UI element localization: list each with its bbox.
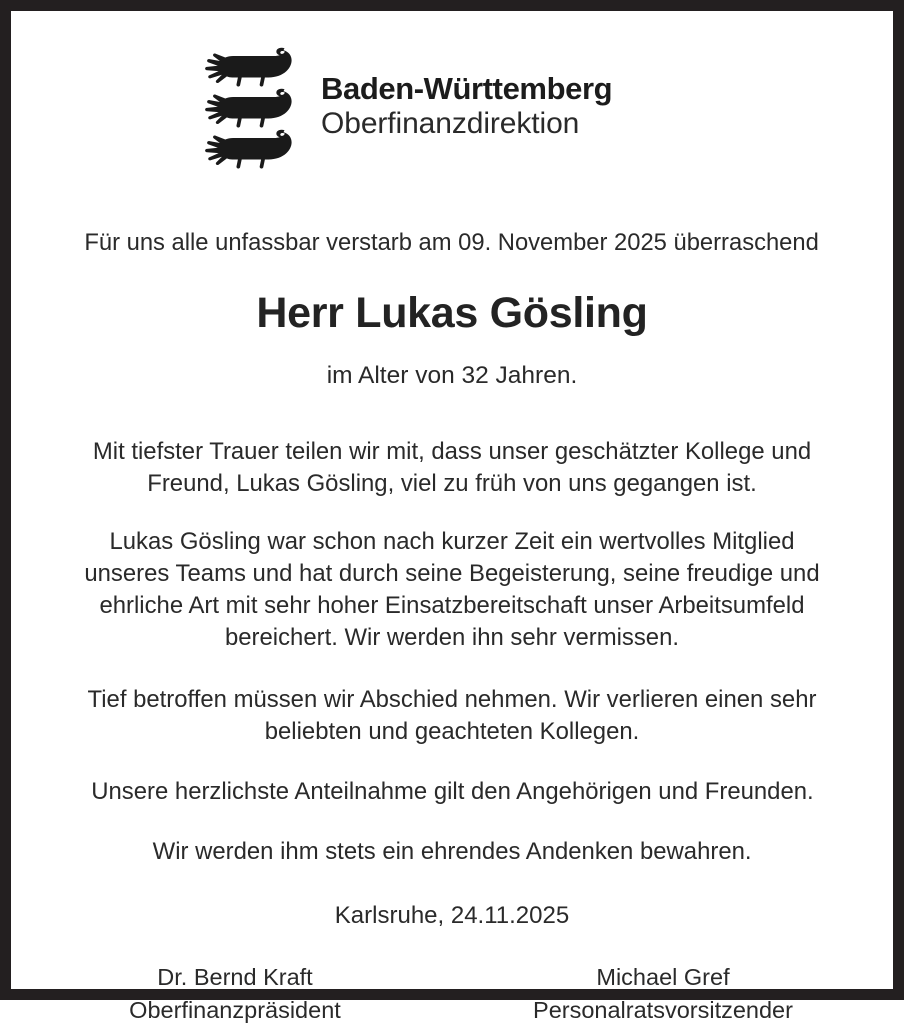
signatory-right-name: Michael Gref	[596, 964, 730, 991]
condolence-paragraph-3: Tief betroffen müssen wir Abschied nehmen. Wir verlieren einen sehr beliebten und geachteten Kollegen.	[87, 686, 817, 746]
age-line: im Alter von 32 Jahren.	[326, 362, 578, 390]
intro-line: Für uns alle unfassbar verstarb am 09. November 2025 überraschend	[84, 229, 820, 256]
condolence-paragraph-4: Unsere herzlichste Anteilnahme gilt den Angehörigen und Freunden.	[90, 778, 814, 806]
signatory-right-role: Personalratsvorsitzender	[533, 997, 793, 1024]
deceased-name: Herr Lukas Gösling	[256, 288, 648, 337]
notice-body	[57, 165, 847, 931]
condolence-paragraph-1: Mit tiefster Trauer teilen wir mit, dass unser geschätzter Kollege und Freund, Lukas Gösling, viel zu früh von uns gegangen ist.	[92, 438, 812, 498]
signatory-left-role: Oberfinanzpräsident	[129, 997, 341, 1024]
state-name: Baden-Württemberg	[321, 70, 613, 106]
condolence-paragraph-2: Lukas Gösling war schon nach kurzer Zeit ein wertvolles Mitglied unseres Teams und hat durch seine Begeisterung, seine freudige und ehrliche Art mit sehr hoher Einsatzbereitschaft unser Arbeitsumfeld bereichert. Wir werden ihn sehr vermissen.	[84, 528, 820, 652]
authority-name: Oberfinanzdirektion	[321, 106, 580, 140]
condolence-paragraph-5: Wir werden ihm stets ein ehrendes Andenken bewahren.	[152, 838, 752, 866]
signatory-right	[493, 961, 833, 1027]
place-and-date: Karlsruhe, 24.11.2025	[334, 902, 570, 930]
signature-block	[57, 961, 847, 1027]
notice-content	[11, 11, 893, 1024]
signatory-left	[65, 961, 405, 1027]
letterhead	[187, 47, 727, 165]
signatory-left-name: Dr. Bernd Kraft	[157, 964, 313, 991]
wordmark	[321, 70, 613, 140]
baden-wuerttemberg-three-lions-crest-icon	[187, 47, 299, 165]
